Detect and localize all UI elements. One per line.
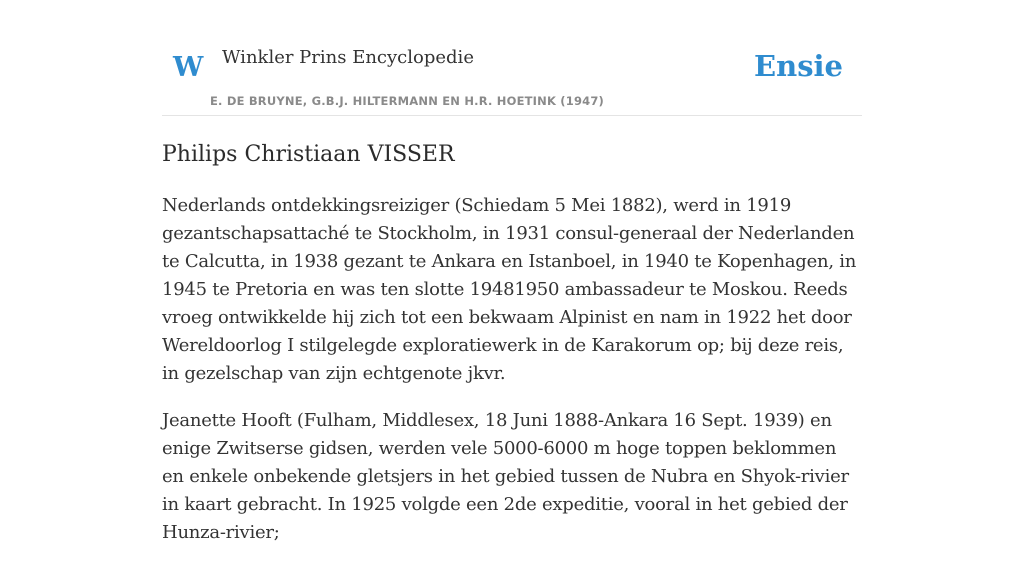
article-title: Philips Christiaan VISSER xyxy=(162,142,455,167)
site-subtitle: E. DE BRUYNE, G.B.J. HILTERMANN EN H.R. HOETINK (1947) xyxy=(210,94,605,108)
site-header xyxy=(162,40,862,116)
article-paragraph: Jeanette Hooft (Fulham, Middlesex, 18 Juni 1888-Ankara 16 Sept. 1939) en enige Zwitserse gidsen, werden vele 5000-6000 m hoge toppen beklommen en enkele onbekende gletsjers in het gebied tussen de Nubra en Shyok-rivier in kaart gebracht. In 1925 volgde een 2de expeditie, vooral in het gebied der Hunza-rivier; xyxy=(162,410,849,543)
article xyxy=(162,140,862,566)
site-logo-icon[interactable]: W xyxy=(173,52,204,83)
article-body xyxy=(162,192,862,547)
brand-logo-link[interactable]: Ensie xyxy=(754,49,843,83)
article-paragraph: Nederlands ontdekkingsreiziger (Schiedam 5 Mei 1882), werd in 1919 gezantschapsattaché te Stockholm, in 1931 consul-generaal der Nederlanden te Calcutta, in 1938 gezant te Ankara en Istanboel, in 1940 te Kopenhagen, in 1945 te Pretoria en was ten slotte 19481950 ambassadeur te Moskou. Reeds vroeg ontwikkelde hij zich tot een bekwaam Alpinist en nam in 1922 het door Wereldoorlog I stilgelegde exploratiewerk in de Karakorum op; bij deze reis, in gezelschap van zijn echtgenote jkvr. xyxy=(162,195,857,384)
site-title[interactable]: Winkler Prins Encyclopedie xyxy=(222,47,474,68)
